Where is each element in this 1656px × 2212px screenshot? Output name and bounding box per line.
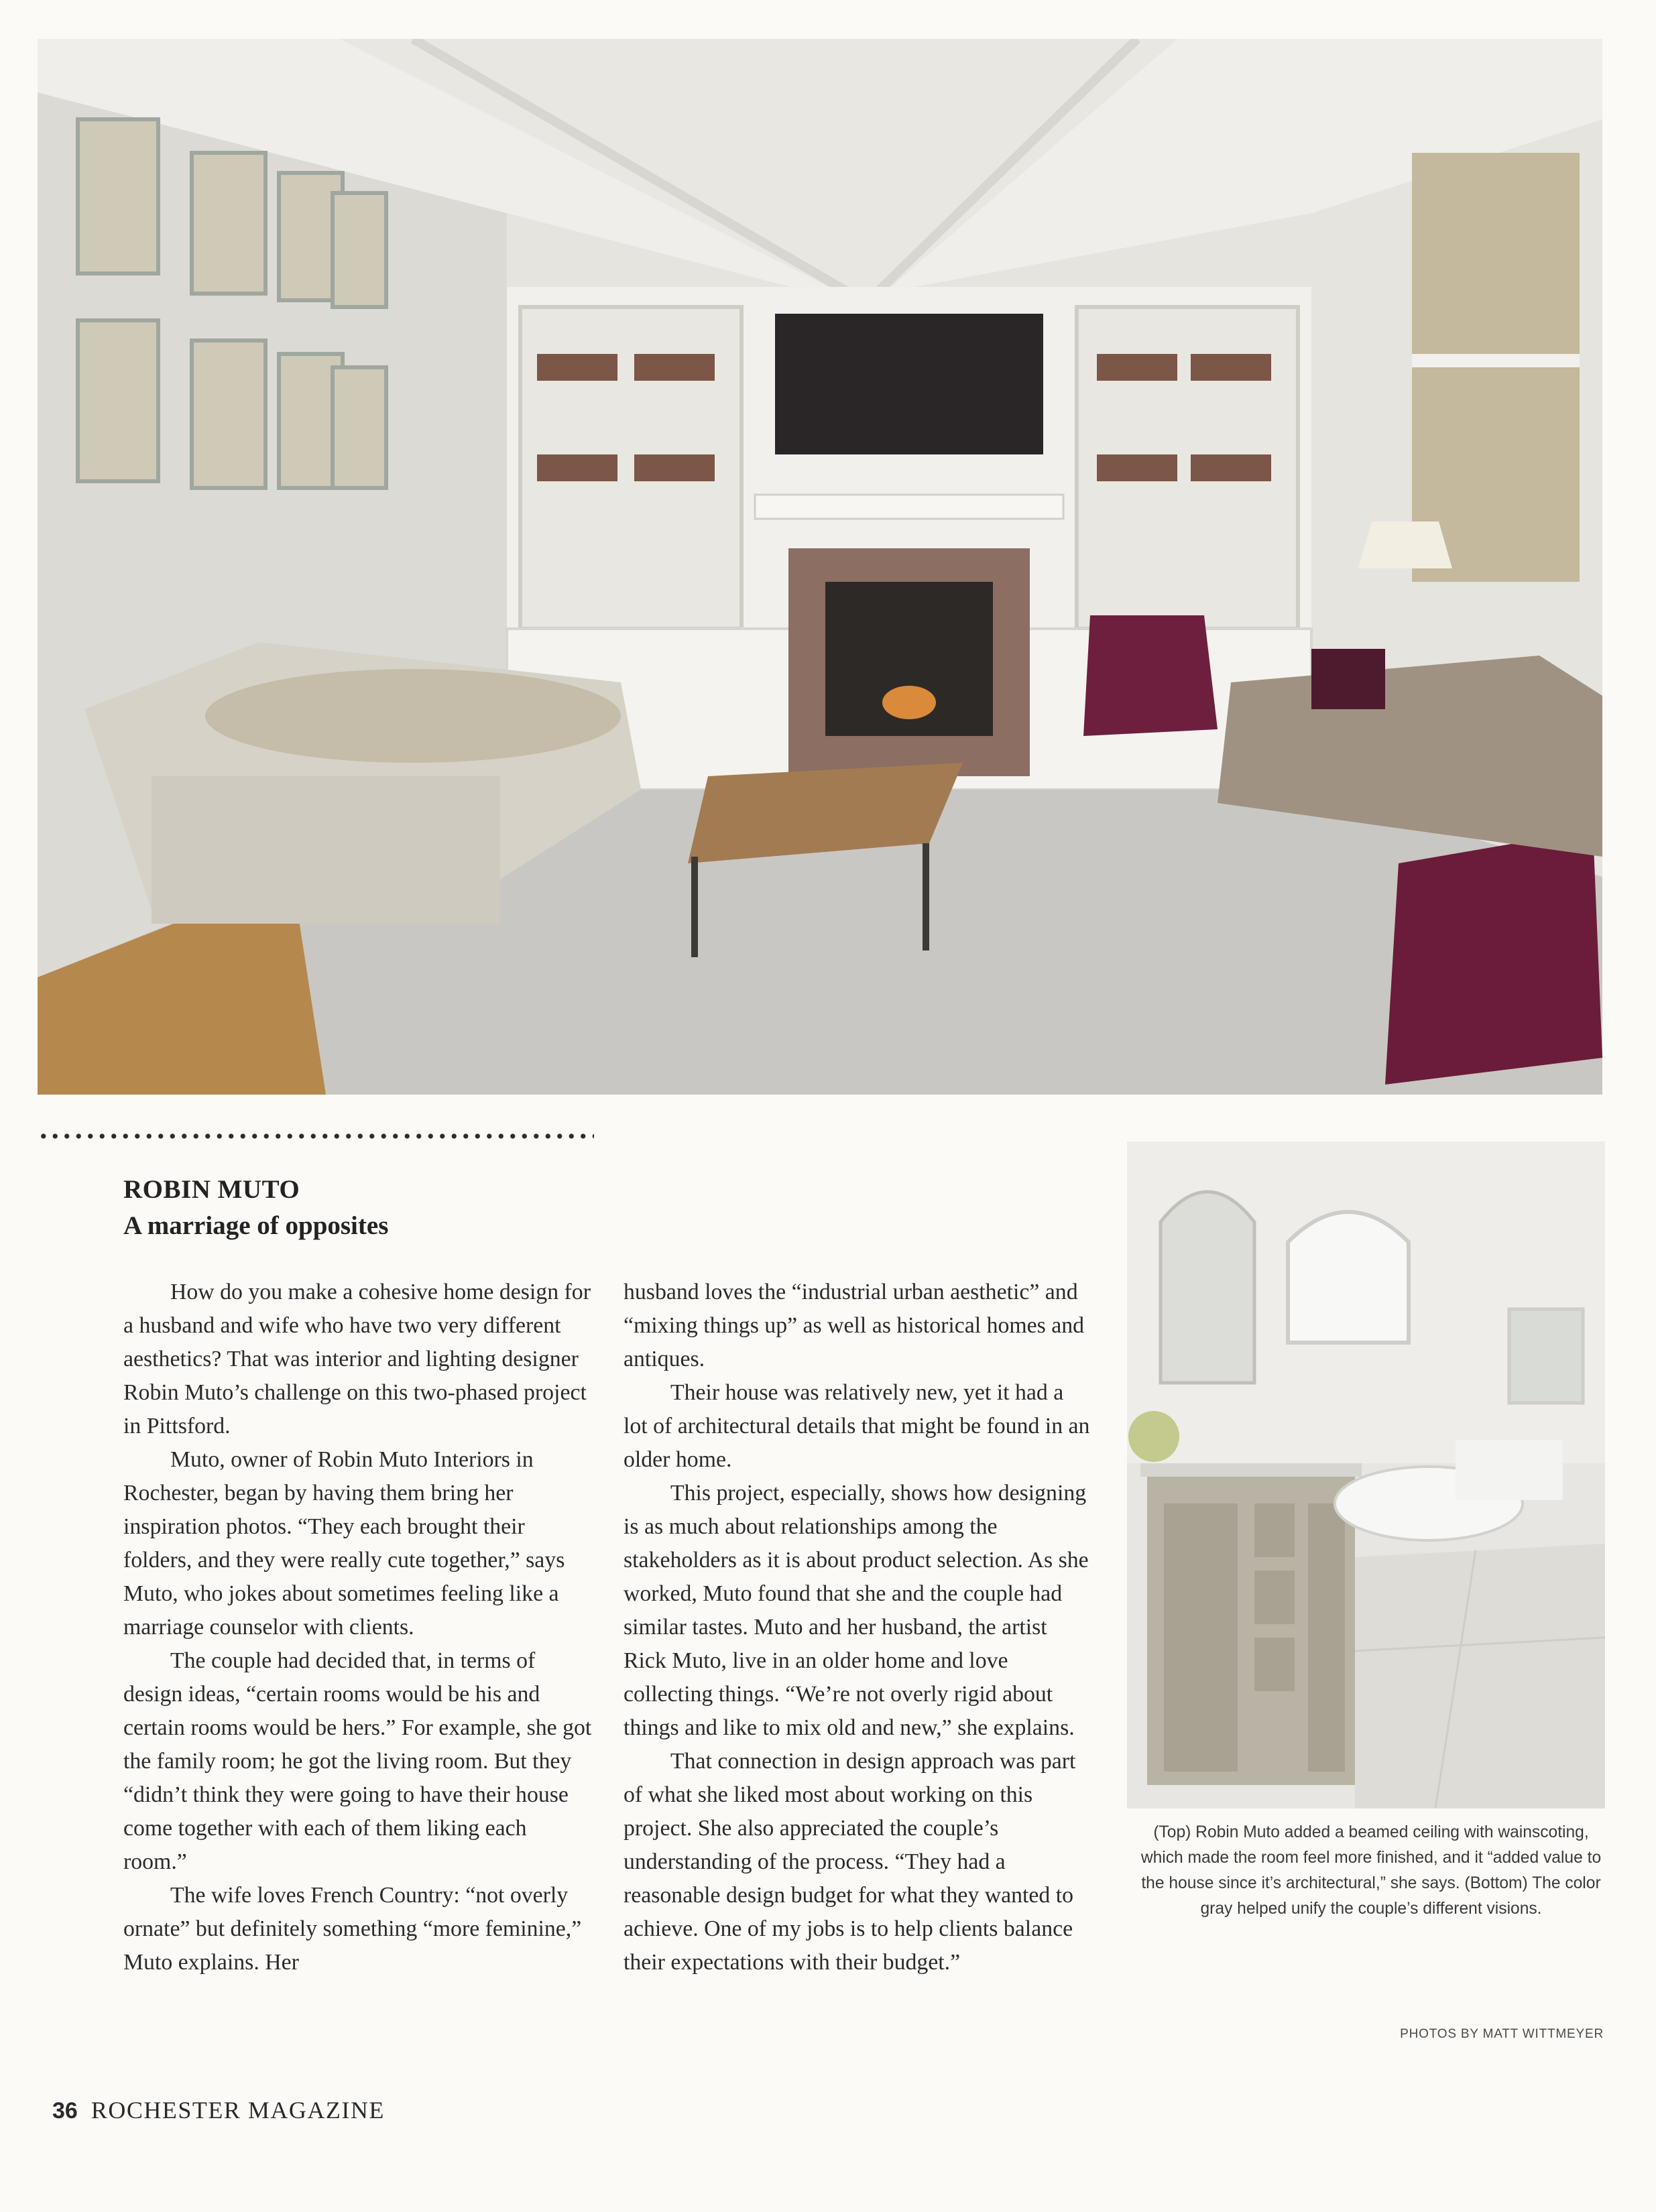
- paragraph: That connection in design approach was part of what she liked most about working on this project. She also appreciated the couple’s understanding of the process. “They had a reasonable design budget for what they wanted to achieve. One of my jobs is to help clients balance their expectations with their budget.”: [624, 1749, 1076, 1975]
- paragraph: This project, especially, shows how designing is as much about relationships among the stakeholders as it is about product selection. As she worked, Muto found that she and the couple had similar tastes. Muto and her husband, the artist Rick Muto, live in an older home and love collecting things. “We’re not overly rigid about things and like to mix old and new,” she explains.: [624, 1481, 1089, 1740]
- article-subhead: A marriage of opposites: [123, 1211, 389, 1240]
- paragraph: How do you make a cohesive home design for a husband and wife who have two very different aesthetics? That was interior and lighting designer Robin Muto’s challenge on this two-phased project in Pittsford.: [123, 1280, 591, 1438]
- paragraph: Muto, owner of Robin Muto Interiors in Rochester, began by having them bring her inspiration photos. “They each brought their folders, and they were really cute together,” says Muto, who jokes about sometimes feeling like a marriage counselor with clients.: [123, 1447, 565, 1640]
- article-column-1: [123, 1276, 593, 1979]
- living-room-photo: [38, 39, 1602, 1095]
- section-divider: [38, 1133, 594, 1140]
- page-number: 36: [52, 2098, 78, 2124]
- paragraph: Their house was relatively new, yet it had a lot of architectural details that might be found in an older home.: [624, 1380, 1090, 1472]
- photo-caption: (Top) Robin Muto added a beamed ceiling with wainscoting, which made the room feel more finished, and it “added value to the house since it’s architectural,” she says. (Bottom) The color gray helped unify the couple’s different visions.: [1140, 1823, 1602, 1918]
- paragraph: The couple had decided that, in terms of design ideas, “certain rooms would be his and certain rooms would be hers.” For example, she got the family room; he got the living room. But they “didn’t think they were going to have their house come together with each of them liking each room.”: [123, 1648, 592, 1874]
- article-byline: ROBIN MUTO: [123, 1175, 300, 1204]
- paragraph: The wife loves French Country: “not overly ornate” but definitely something “more feminine,” Muto explains. Her: [123, 1883, 582, 1975]
- paragraph-continuation: husband loves the “industrial urban aesthetic” and “mixing things up” as well as historical homes and antiques.: [624, 1280, 1085, 1371]
- page-footer: [52, 2096, 385, 2124]
- article-column-2: [624, 1276, 1093, 1979]
- bathroom-photo: [1127, 1142, 1605, 1808]
- photo-credit: PHOTOS BY MATT WITTMEYER: [1400, 2027, 1604, 2041]
- magazine-name: ROCHESTER MAGAZINE: [91, 2097, 385, 2124]
